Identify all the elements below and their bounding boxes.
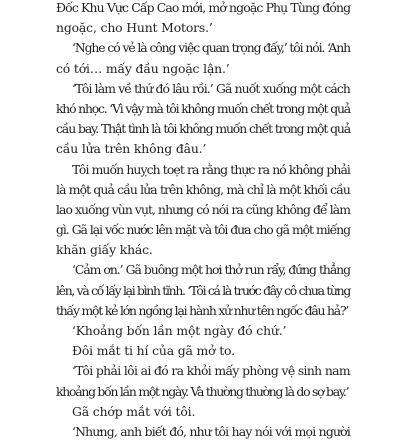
- text-line: khoảng bốn lần một ngày. Và thường thường là do sợ bay.’: [56, 383, 349, 399]
- text-line: ‘Cảm ơn.’ Gã buông một hơi thở run rẩy, đứng thẳng: [72, 262, 350, 278]
- text-line: thấy một kẻ lớn ngồng lại hành xử như tên ngốc đâu hả?’: [56, 302, 349, 318]
- text-line: Gã chớp mắt với tôi.: [72, 403, 196, 419]
- text-line: Tôi muốn huỵch toẹt ra rằng thực ra nó không phải: [72, 161, 350, 177]
- body-text: [56, 0, 350, 442]
- text-line: cầu lửa trên không đâu.’: [56, 141, 207, 157]
- text-line: lao xuống vùn vụt, nhưng có nói ra cũng không để làm: [56, 201, 350, 217]
- text-line: lên, và cố lấy lại bình tĩnh. ‘Tôi cá là trước đây cô chưa từng: [56, 282, 350, 298]
- text-line: ‘Tôi phải lôi ai đó ra khỏi mấy phòng vệ sinh nam: [72, 363, 350, 379]
- text-line: ‘Tôi làm về thứ đó lâu rồi.’ Gã nuốt xuống một cách: [72, 80, 350, 96]
- text-line: khó nhọc. ‘Vì vậy mà tôi không muốn chết trong một quả: [56, 100, 350, 116]
- text-line: là một quả cầu lửa trên không, mà chỉ là một khối cầu: [56, 181, 350, 197]
- text-line: cầu bay. Thật tình là tôi không muốn chết trong một quả: [56, 121, 350, 137]
- text-line: khăn giấy khác.: [56, 242, 153, 258]
- text-line: ngoặc, cho Hunt Motors.’: [56, 20, 213, 36]
- text-line: ‘Khoảng bốn lần một ngày đó chứ.’: [72, 323, 287, 338]
- text-line: có tới… mấy đầu ngoặc lận.’: [56, 60, 230, 76]
- text-line: Đôi mắt ti hí của gã mở to.: [72, 343, 235, 359]
- text-line: gì. Gã lại vốc nước lên mặt và tôi đưa cho gã một miếng: [56, 222, 350, 238]
- text-line: Đốc Khu Vực Cấp Cao mới, mở ngoặc Phụ Tùng đóng: [56, 0, 351, 15]
- text-line: ‘Nhưng, anh biết đó, như tôi hay nói với mọi người: [72, 423, 350, 439]
- text-line: ‘Nghe có vẻ là công việc quan trọng đấy,’ tôi nói. ‘Anh: [72, 40, 350, 56]
